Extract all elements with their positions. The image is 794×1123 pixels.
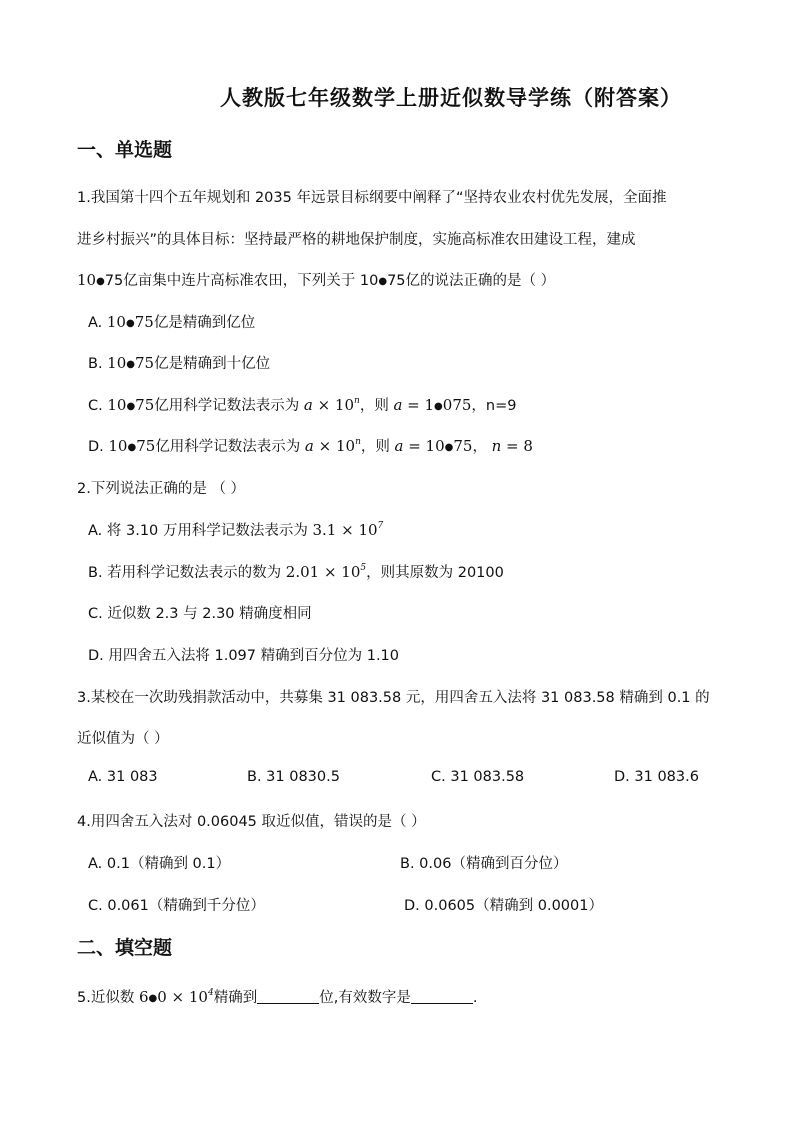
decimal-bullet: ●	[126, 401, 136, 412]
q5-text: .	[472, 990, 478, 1006]
decimal-bullet: ●	[125, 318, 135, 329]
q1-stem-text-end: 75亿的说法正确的是（ ）	[387, 273, 556, 289]
option-text: A. 将 3.10 万用科学记数法表示为	[88, 523, 313, 539]
answer-blank-2[interactable]	[411, 989, 473, 1004]
math-expression: n = 8	[491, 437, 533, 455]
option-text: 亿是精确到亿位	[153, 315, 256, 331]
option-text: ，则	[359, 398, 394, 414]
math-expression: $a \times 10^n$	[303, 396, 360, 414]
q4-option-d[interactable]: D. 0.0605（精确到 0.0001）	[404, 898, 603, 914]
q1-stem-line3	[77, 269, 555, 290]
q1-option-b[interactable]	[88, 352, 270, 373]
math-expression: a = 10	[394, 437, 445, 455]
q4-stem: 4.用四舍五入法对 0.06045 取近似值，错误的是（ ）	[77, 814, 426, 830]
section-heading-single-choice: 一、单选题	[77, 139, 173, 161]
option-number: 75	[135, 354, 155, 372]
q1-number-int: 10	[77, 271, 97, 289]
math-expression: a = 1	[393, 396, 435, 414]
option-label: A.	[88, 315, 107, 331]
option-number: 75	[136, 437, 156, 455]
q2-option-d[interactable]: D. 用四舍五入法将 1.097 精确到百分位为 1.10	[88, 648, 400, 664]
decimal-bullet: ●	[434, 401, 443, 412]
q2-option-b[interactable]	[88, 561, 504, 582]
decimal-bullet: ●	[378, 276, 388, 287]
q1-stem-line2: 进乡村振兴”的具体目标：坚持最严格的耕地保护制度，实施高标准农田建设工程，建成	[77, 232, 636, 248]
answer-blank-1[interactable]	[257, 989, 319, 1004]
math-expression: $0 \times 10^4$	[157, 988, 214, 1006]
q1-stem-text: 75亿亩集中连片高标准农田，下列关于 10	[104, 273, 379, 289]
decimal-bullet: ●	[96, 276, 105, 287]
decimal-bullet: ●	[127, 442, 137, 453]
q5-text: 5.近似数	[77, 990, 139, 1006]
decimal-bullet: ●	[126, 359, 135, 370]
option-number: 10	[107, 396, 127, 414]
option-number: 10	[108, 437, 128, 455]
q3-option-c[interactable]: C. 31 083.58	[431, 769, 525, 785]
option-number: 75	[135, 396, 155, 414]
option-text: B. 若用科学记数法表示的数为	[88, 565, 286, 581]
q5-stem	[77, 986, 477, 1007]
decimal-bullet: ●	[148, 993, 158, 1004]
option-label: D.	[88, 439, 109, 455]
q4-option-a[interactable]: A. 0.1（精确到 0.1）	[88, 856, 231, 872]
math-expression: 6	[138, 988, 149, 1006]
q5-text: 精确到	[213, 990, 258, 1006]
q1-option-a[interactable]	[88, 311, 255, 332]
q3-option-a[interactable]: A. 31 083	[88, 769, 158, 785]
option-number: 75	[453, 437, 473, 455]
option-number: 075	[442, 396, 472, 414]
q1-option-d[interactable]	[88, 435, 533, 456]
q4-option-c[interactable]: C. 0.061（精确到千分位）	[88, 898, 265, 914]
math-expression: $a \times 10^n$	[304, 437, 361, 455]
page-title: 人教版七年级数学上册近似数导学练（附答案）	[220, 85, 682, 110]
option-label: B.	[88, 356, 108, 372]
section-heading-fill-blank: 二、填空题	[77, 937, 173, 959]
q3-option-b[interactable]: B. 31 0830.5	[247, 769, 340, 785]
option-text: 亿用科学记数法表示为	[154, 398, 304, 414]
q2-stem: 2.下列说法正确的是 （ ）	[77, 481, 246, 497]
option-text: 亿用科学记数法表示为	[155, 439, 305, 455]
option-text: ，则	[360, 439, 395, 455]
q1-stem-line1: 1.我国第十四个五年规划和 2035 年远景目标纲要中阐释了“坚持农业农村优先发展，全面推	[77, 190, 667, 206]
q3-stem-line2: 近似值为（ ）	[77, 731, 169, 747]
option-text: ，n=9	[471, 398, 517, 414]
q3-option-d[interactable]: D. 31 083.6	[614, 769, 699, 785]
q1-option-c[interactable]	[88, 394, 517, 415]
math-expression: $3.1 \times 10^7$	[312, 521, 384, 539]
q4-option-b[interactable]: B. 0.06（精确到百分位）	[400, 856, 568, 872]
option-number: 10	[107, 354, 127, 372]
q2-option-c[interactable]: C. 近似数 2.3 与 2.30 精确度相同	[88, 606, 312, 622]
q2-option-a[interactable]	[88, 519, 383, 540]
math-expression: $2.01 \times 10^5$	[285, 563, 367, 581]
q3-stem-line1: 3.某校在一次助残捐款活动中，共募集 31 083.58 元，用四舍五入法将 31 083.58 精确到 0.1 的	[77, 690, 710, 706]
decimal-bullet: ●	[444, 442, 454, 453]
option-text: 亿是精确到十亿位	[154, 356, 271, 372]
option-text: ，则其原数为 20100	[366, 565, 504, 581]
q5-text: 位,有效数字是	[319, 990, 411, 1006]
option-text: ，	[472, 439, 492, 455]
option-number: 75	[134, 313, 154, 331]
option-number: 10	[106, 313, 126, 331]
option-label: C.	[88, 398, 108, 414]
